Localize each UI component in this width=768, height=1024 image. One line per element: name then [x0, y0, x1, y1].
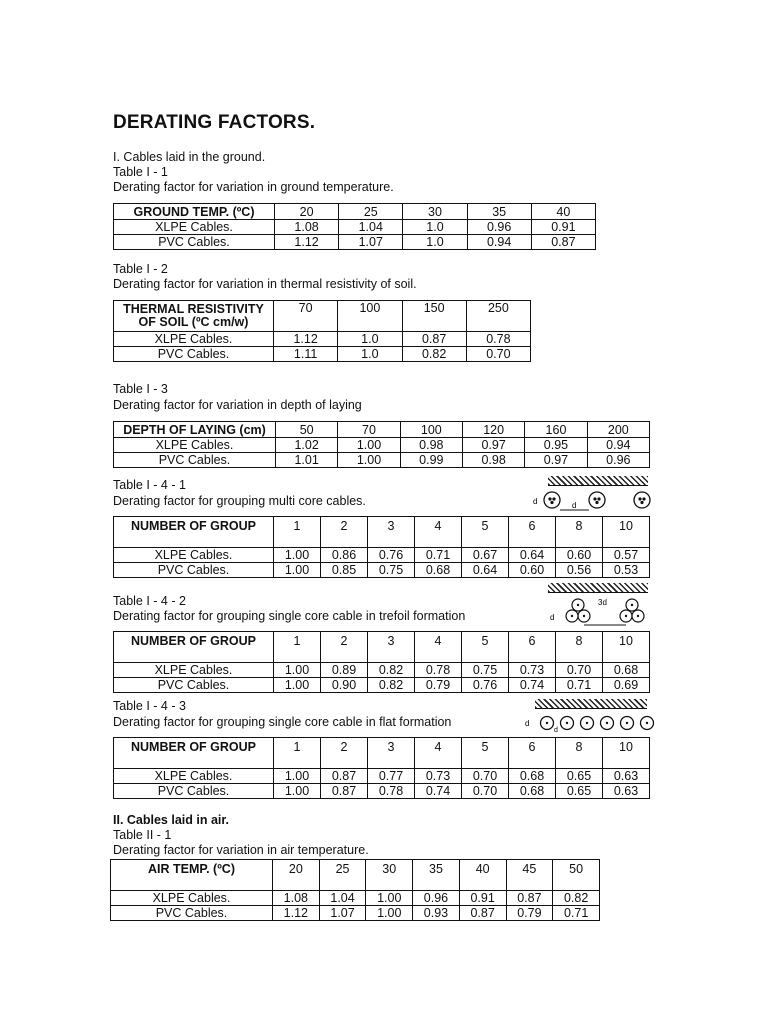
grouping-multi-core-table [113, 516, 650, 578]
table-cell: 0.60 [509, 563, 556, 578]
ground-temperature-table [113, 203, 596, 250]
table-column-header: 6 [509, 632, 556, 663]
table-row-label: XLPE Cables. [114, 663, 274, 678]
table-cell: 0.87 [321, 769, 368, 784]
table-column-header: 50 [276, 422, 338, 438]
table-label: Table II - 1 [113, 828, 172, 842]
table-header-row [114, 422, 650, 438]
table-cell: 0.94 [587, 438, 649, 453]
table-column-header: 5 [462, 632, 509, 663]
table-column-header: 40 [459, 860, 506, 891]
air-temperature-table [110, 859, 600, 921]
table-cell: 1.00 [274, 563, 321, 578]
table-cell: 0.73 [509, 663, 556, 678]
table-cell: 1.00 [338, 438, 400, 453]
table-row-label: XLPE Cables. [111, 891, 273, 906]
table-cell: 0.65 [556, 784, 603, 799]
table-row [111, 906, 600, 921]
table-cell: 0.91 [459, 891, 506, 906]
table-header-label: DEPTH OF LAYING (cm) [114, 422, 276, 438]
table-cell: 1.12 [274, 332, 338, 347]
table-caption: Derating factor for variation in ground temperature. [113, 180, 394, 194]
table-column-header: 30 [366, 860, 413, 891]
flat-formation-diagram [522, 711, 657, 737]
table-row [114, 769, 650, 784]
table-row-label: PVC Cables. [114, 235, 275, 250]
table-row-label: PVC Cables. [111, 906, 273, 921]
table-column-header: 45 [506, 860, 553, 891]
table-row [114, 678, 650, 693]
table-header-label: NUMBER OF GROUP [114, 738, 274, 769]
table-column-header: 100 [400, 422, 462, 438]
table-column-header: 30 [403, 204, 467, 220]
table-cell: 0.68 [603, 663, 650, 678]
table-cell: 1.00 [366, 891, 413, 906]
table-column-header: 70 [274, 301, 338, 332]
table-cell: 0.70 [556, 663, 603, 678]
table-header-row [114, 517, 650, 548]
table-header-row [114, 632, 650, 663]
table-row [114, 548, 650, 563]
table-label: Table I - 2 [113, 262, 168, 276]
table-cell: 0.78 [368, 784, 415, 799]
table-column-header: 25 [319, 860, 366, 891]
table-cell: 0.98 [462, 453, 524, 468]
table-cell: 0.76 [462, 678, 509, 693]
table-cell: 0.98 [400, 438, 462, 453]
table-column-header: 100 [338, 301, 402, 332]
table-row [114, 563, 650, 578]
table-cell: 0.87 [506, 891, 553, 906]
table-column-header: 120 [462, 422, 524, 438]
table-cell: 0.70 [462, 784, 509, 799]
section-heading-air: II. Cables laid in air. [113, 813, 230, 827]
table-cell: 0.96 [587, 453, 649, 468]
table-column-header: 4 [415, 517, 462, 548]
grouping-flat-formation-table [113, 737, 650, 799]
table-header-row [114, 204, 596, 220]
table-column-header: 2 [321, 517, 368, 548]
table-cell: 0.53 [603, 563, 650, 578]
table-column-header: 35 [467, 204, 531, 220]
thermal-resistivity-table [113, 300, 531, 362]
table-column-header: 4 [415, 632, 462, 663]
table-cell: 0.70 [466, 347, 530, 362]
table-row-label: XLPE Cables. [114, 438, 276, 453]
table-cell: 0.60 [556, 548, 603, 563]
table-label: Table I - 4 - 2 [113, 594, 186, 608]
table-cell: 0.82 [553, 891, 600, 906]
table-cell: 0.74 [415, 784, 462, 799]
depth-of-laying-table [113, 421, 650, 468]
table-column-header: 8 [556, 517, 603, 548]
table-cell: 1.11 [274, 347, 338, 362]
table-header-row [114, 301, 531, 332]
table-cell: 0.78 [466, 332, 530, 347]
table-cell: 0.74 [509, 678, 556, 693]
table-cell: 1.00 [338, 453, 400, 468]
table-column-header: 20 [275, 204, 339, 220]
table-column-header: 8 [556, 632, 603, 663]
table-cell: 0.91 [531, 220, 595, 235]
table-cell: 1.04 [339, 220, 403, 235]
table-cell: 1.00 [274, 678, 321, 693]
table-column-header: 5 [462, 738, 509, 769]
table-column-header: 4 [415, 738, 462, 769]
table-row-label: PVC Cables. [114, 563, 274, 578]
table-cell: 0.85 [321, 563, 368, 578]
table-cell: 0.97 [462, 438, 524, 453]
table-column-header: 250 [466, 301, 530, 332]
table-row [114, 663, 650, 678]
table-column-header: 200 [587, 422, 649, 438]
table-row [114, 453, 650, 468]
table-cell: 0.86 [321, 548, 368, 563]
table-column-header: 3 [368, 632, 415, 663]
table-cell: 0.93 [413, 906, 460, 921]
table-cell: 0.82 [368, 663, 415, 678]
table-cell: 0.79 [415, 678, 462, 693]
table-cell: 1.0 [338, 332, 402, 347]
table-column-header: 6 [509, 738, 556, 769]
table-cell: 0.77 [368, 769, 415, 784]
table-cell: 0.79 [506, 906, 553, 921]
table-cell: 1.07 [339, 235, 403, 250]
table-column-header: 6 [509, 517, 556, 548]
table-cell: 1.00 [274, 548, 321, 563]
trefoil-group-diagram [540, 595, 658, 631]
table-cell: 0.82 [402, 347, 466, 362]
section-heading-ground: I. Cables laid in the ground. [113, 150, 266, 164]
table-cell: 0.75 [462, 663, 509, 678]
table-cell: 0.78 [415, 663, 462, 678]
table-cell: 0.64 [462, 563, 509, 578]
diagram-label-d: d [554, 727, 558, 734]
table-cell: 0.64 [509, 548, 556, 563]
diagram-label-d: d [525, 719, 530, 728]
table-column-header: 1 [274, 517, 321, 548]
table-header-row [114, 738, 650, 769]
table-label: Table I - 4 - 3 [113, 699, 186, 713]
table-cell: 0.68 [509, 769, 556, 784]
table-row [114, 347, 531, 362]
table-cell: 0.68 [509, 784, 556, 799]
table-row-label: XLPE Cables. [114, 332, 274, 347]
table-cell: 1.0 [403, 220, 467, 235]
table-column-header: 3 [368, 517, 415, 548]
table-cell: 0.71 [415, 548, 462, 563]
table-row-label: XLPE Cables. [114, 220, 275, 235]
diagram-label-d: d [572, 501, 577, 510]
table-cell: 1.08 [275, 220, 339, 235]
table-header-label: NUMBER OF GROUP [114, 632, 274, 663]
table-cell: 0.95 [525, 438, 587, 453]
table-cell: 0.75 [368, 563, 415, 578]
table-cell: 0.71 [553, 906, 600, 921]
diagram-label-d: d [533, 497, 538, 506]
table-label: Table I - 1 [113, 165, 168, 179]
table-row-label: PVC Cables. [114, 347, 274, 362]
diagram-label-d: d [550, 613, 555, 622]
table-caption: Derating factor for variation in depth of laying [113, 398, 362, 412]
table-cell: 0.56 [556, 563, 603, 578]
table-header-label: THERMAL RESISTIVITY OF SOIL (ºC cm/w) [114, 301, 274, 332]
table-cell: 0.99 [400, 453, 462, 468]
table-header-label: NUMBER OF GROUP [114, 517, 274, 548]
table-cell: 0.96 [413, 891, 460, 906]
diagram-label-3d: 3d [598, 598, 607, 607]
table-cell: 0.97 [525, 453, 587, 468]
table-column-header: 2 [321, 632, 368, 663]
table-cell: 0.67 [462, 548, 509, 563]
table-column-header: 5 [462, 517, 509, 548]
table-cell: 1.00 [274, 784, 321, 799]
table-header-row [111, 860, 600, 891]
table-cell: 0.63 [603, 784, 650, 799]
grouping-trefoil-table [113, 631, 650, 693]
table-cell: 1.07 [319, 906, 366, 921]
table-row [114, 235, 596, 250]
table-cell: 1.00 [366, 906, 413, 921]
table-cell: 0.90 [321, 678, 368, 693]
table-cell: 0.87 [459, 906, 506, 921]
page-title: DERATING FACTORS. [113, 112, 316, 133]
table-caption: Derating factor for variation in air temperature. [113, 843, 369, 857]
table-cell: 1.12 [275, 235, 339, 250]
multi-core-group-diagram [530, 488, 655, 516]
table-column-header: 1 [274, 738, 321, 769]
table-caption: Derating factor for grouping single core cable in flat formation [113, 715, 452, 729]
table-cell: 0.68 [415, 563, 462, 578]
table-cell: 0.94 [467, 235, 531, 250]
table-column-header: 10 [603, 632, 650, 663]
table-label: Table I - 4 - 1 [113, 478, 186, 492]
table-column-header: 35 [413, 860, 460, 891]
ground-hatch-graphic [548, 583, 648, 593]
table-column-header: 70 [338, 422, 400, 438]
ground-hatch-graphic [548, 476, 648, 486]
table-cell: 0.65 [556, 769, 603, 784]
table-caption: Derating factor for grouping multi core cables. [113, 494, 366, 508]
table-cell: 1.02 [276, 438, 338, 453]
table-cell: 0.76 [368, 548, 415, 563]
table-label: Table I - 3 [113, 382, 168, 396]
table-column-header: 8 [556, 738, 603, 769]
table-column-header: 1 [274, 632, 321, 663]
table-cell: 1.0 [403, 235, 467, 250]
table-cell: 0.57 [603, 548, 650, 563]
table-cell: 0.70 [462, 769, 509, 784]
table-cell: 0.96 [467, 220, 531, 235]
table-caption: Derating factor for grouping single core cable in trefoil formation [113, 609, 466, 623]
table-cell: 0.87 [531, 235, 595, 250]
table-cell: 0.71 [556, 678, 603, 693]
table-caption: Derating factor for variation in thermal resistivity of soil. [113, 277, 417, 291]
table-column-header: 25 [339, 204, 403, 220]
table-row-label: XLPE Cables. [114, 548, 274, 563]
table-cell: 0.89 [321, 663, 368, 678]
table-column-header: 40 [531, 204, 595, 220]
table-cell: 1.01 [276, 453, 338, 468]
table-row-label: PVC Cables. [114, 453, 276, 468]
table-column-header: 3 [368, 738, 415, 769]
table-row-label: PVC Cables. [114, 784, 274, 799]
table-cell: 0.82 [368, 678, 415, 693]
table-cell: 1.00 [274, 663, 321, 678]
table-cell: 1.0 [338, 347, 402, 362]
table-column-header: 20 [273, 860, 320, 891]
table-column-header: 2 [321, 738, 368, 769]
table-header-label: AIR TEMP. (ºC) [111, 860, 273, 891]
table-column-header: 150 [402, 301, 466, 332]
table-row [114, 438, 650, 453]
table-row [114, 220, 596, 235]
table-cell: 0.63 [603, 769, 650, 784]
table-row-label: XLPE Cables. [114, 769, 274, 784]
table-column-header: 160 [525, 422, 587, 438]
table-cell: 1.08 [273, 891, 320, 906]
table-column-header: 10 [603, 738, 650, 769]
table-header-label: GROUND TEMP. (ºC) [114, 204, 275, 220]
table-cell: 1.00 [274, 769, 321, 784]
table-cell: 0.73 [415, 769, 462, 784]
table-cell: 0.87 [402, 332, 466, 347]
table-row [114, 332, 531, 347]
table-column-header: 10 [603, 517, 650, 548]
table-cell: 0.69 [603, 678, 650, 693]
ground-hatch-graphic [535, 699, 647, 709]
table-cell: 0.87 [321, 784, 368, 799]
table-row-label: PVC Cables. [114, 678, 274, 693]
table-column-header: 50 [553, 860, 600, 891]
table-row [111, 891, 600, 906]
table-row [114, 784, 650, 799]
table-cell: 1.04 [319, 891, 366, 906]
table-cell: 1.12 [273, 906, 320, 921]
